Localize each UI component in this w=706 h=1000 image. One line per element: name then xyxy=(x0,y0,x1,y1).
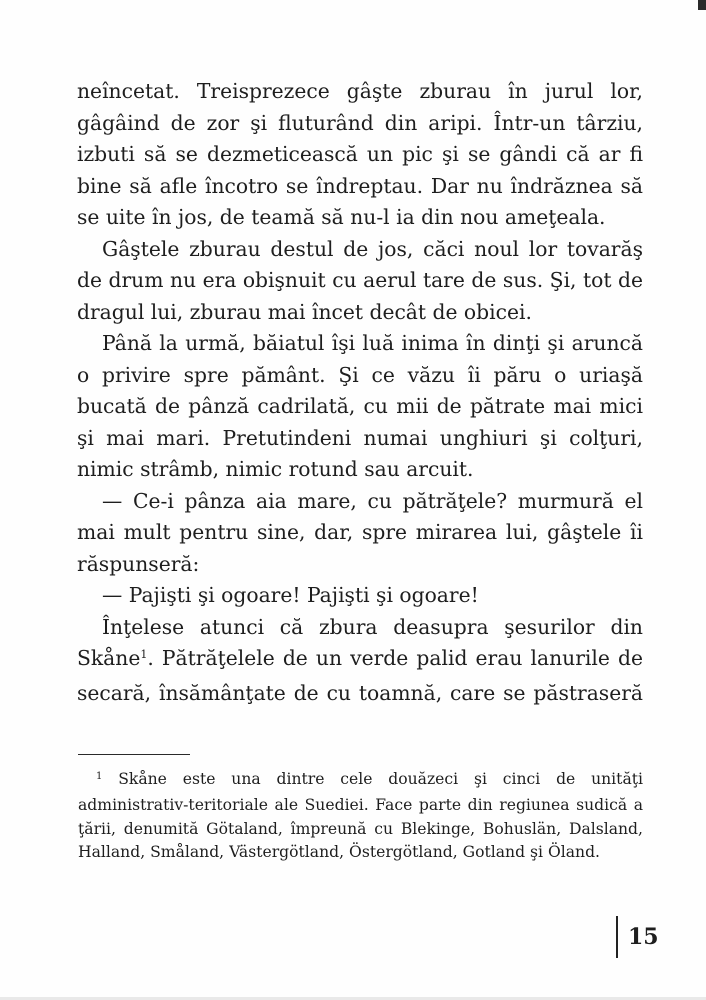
paragraph-5: — Pajişti şi ogoare! Pajişti şi ogoare! xyxy=(102,583,479,607)
body-text xyxy=(77,76,643,709)
footnote-text: Skåne este una dintre cele douăzeci şi cinci de unităţi administrativ-teritoriale ale Suediei. Face parte din regiunea sudică a ţării, denumită Götaland, împreună cu Blekinge, Bohuslän, Dalsland, Halland, Småland, Västergötland, Östergötland, Gotland şi Öland. xyxy=(78,770,643,862)
paragraph-1: neîncetat. Treisprezece gâşte zburau în jurul lor, gâgâind de zor şi fluturând din aripi. Într-un târziu, izbuti să se dezmeticească un pic şi se gândi că ar fi bine să afle încotro se îndreptau. Dar nu îndrăznea să se uite în jos, de teamă să nu-l ia din nou ameţeala. xyxy=(77,79,643,229)
scan-corner-mark xyxy=(698,0,706,10)
paragraph-4: — Ce-i pânza aia mare, cu pătrăţele? murmură el mai mult pentru sine, dar, spre mirarea lui, gâştele îi răspunseră: xyxy=(77,488,643,576)
paragraph-2: Gâştele zburau destul de jos, căci noul lor tovarăş de drum nu era obişnuit cu aerul tare de sus. Şi, tot de dragul lui, zburau mai încet decât de obicei. xyxy=(77,236,643,324)
page-number: 15 xyxy=(628,924,659,950)
footnote xyxy=(78,768,643,865)
page-number-divider xyxy=(616,916,618,958)
footnote-reference: 1 xyxy=(140,648,148,661)
paragraph-6 xyxy=(77,612,643,710)
footnote-mark: 1 xyxy=(96,771,103,782)
paragraph-3: Până la urmă, băiatul îşi luă inima în dinţi şi aruncă o privire spre pământ. Şi ce văzu îi păru o uriaşă bucată de pânză cadrilată, cu mii de pătrate mai mici şi mai mari. Pretutindeni numai unghiuri şi colţuri, nimic strâmb, nimic rotund sau arcuit. xyxy=(77,331,643,481)
footnote-divider xyxy=(78,754,190,755)
paragraph-6-end: . Pătrăţelele de un verde palid erau lanurile de secară, însămânţate de cu toamnă, care se păstraseră xyxy=(77,646,643,705)
paragraph-6-start: Înţelese atunci că zbura deasupra şesurilor din Skåne xyxy=(77,614,643,670)
